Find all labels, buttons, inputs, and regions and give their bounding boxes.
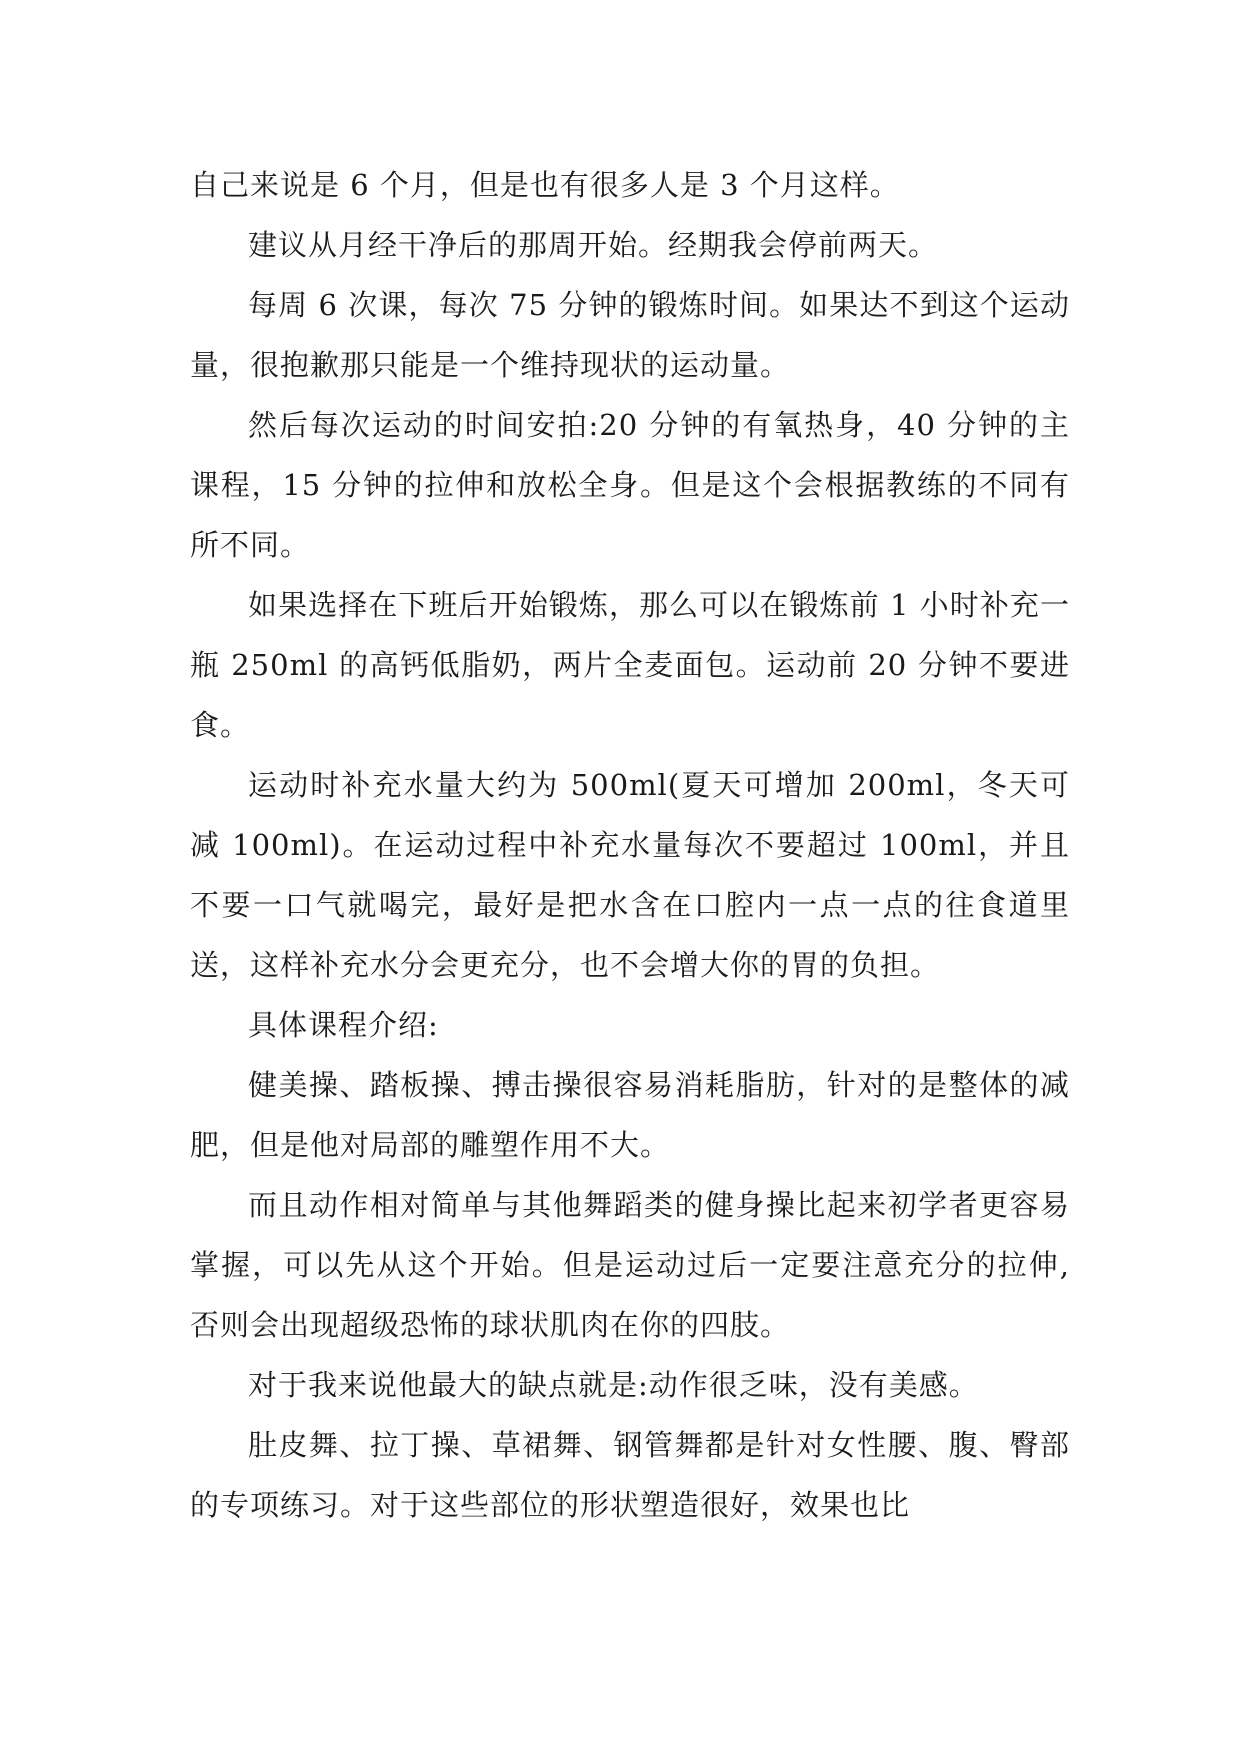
paragraph-4: 然后每次运动的时间安拍:20 分钟的有氧热身，40 分钟的主课程，15 分钟的拉伸和放松全身。但是这个会根据教练的不同有所不同。	[190, 408, 1070, 562]
paragraph-10: 对于我来说他最大的缺点就是:动作很乏味，没有美感。	[248, 1368, 979, 1402]
paragraph-5: 如果选择在下班后开始锻炼，那么可以在锻炼前 1 小时补充一瓶 250ml 的高钙低脂奶，两片全麦面包。运动前 20 分钟不要进食。	[190, 588, 1070, 742]
paragraph-8: 健美操、踏板操、搏击操很容易消耗脂肪，针对的是整体的减肥，但是他对局部的雕塑作用不大。	[190, 1068, 1070, 1162]
paragraph-3: 每周 6 次课，每次 75 分钟的锻炼时间。如果达不到这个运动量，很抱歉那只能是一个维持现状的运动量。	[190, 288, 1070, 382]
paragraph-2: 建议从月经干净后的那周开始。经期我会停前两天。	[248, 228, 939, 262]
body-text	[190, 155, 1070, 1535]
paragraph-9: 而且动作相对简单与其他舞蹈类的健身操比起来初学者更容易掌握，可以先从这个开始。但是运动过后一定要注意充分的拉伸,否则会出现超级恐怖的球状肌肉在你的四肢。	[190, 1188, 1070, 1342]
paragraph-7: 具体课程介绍:	[248, 1008, 439, 1042]
paragraph-11: 肚皮舞、拉丁操、草裙舞、钢管舞都是针对女性腰、腹、臀部的专项练习。对于这些部位的形状塑造很好，效果也比	[190, 1428, 1070, 1522]
paragraph-1: 自己来说是 6 个月，但是也有很多人是 3 个月这样。	[190, 168, 900, 202]
paragraph-6: 运动时补充水量大约为 500ml(夏天可增加 200ml，冬天可减 100ml)。在运动过程中补充水量每次不要超过 100ml，并且不要一口气就喝完，最好是把水含在口腔内一点一点的往食道里送，这样补充水分会更充分，也不会增大你的胃的负担。	[190, 768, 1070, 982]
